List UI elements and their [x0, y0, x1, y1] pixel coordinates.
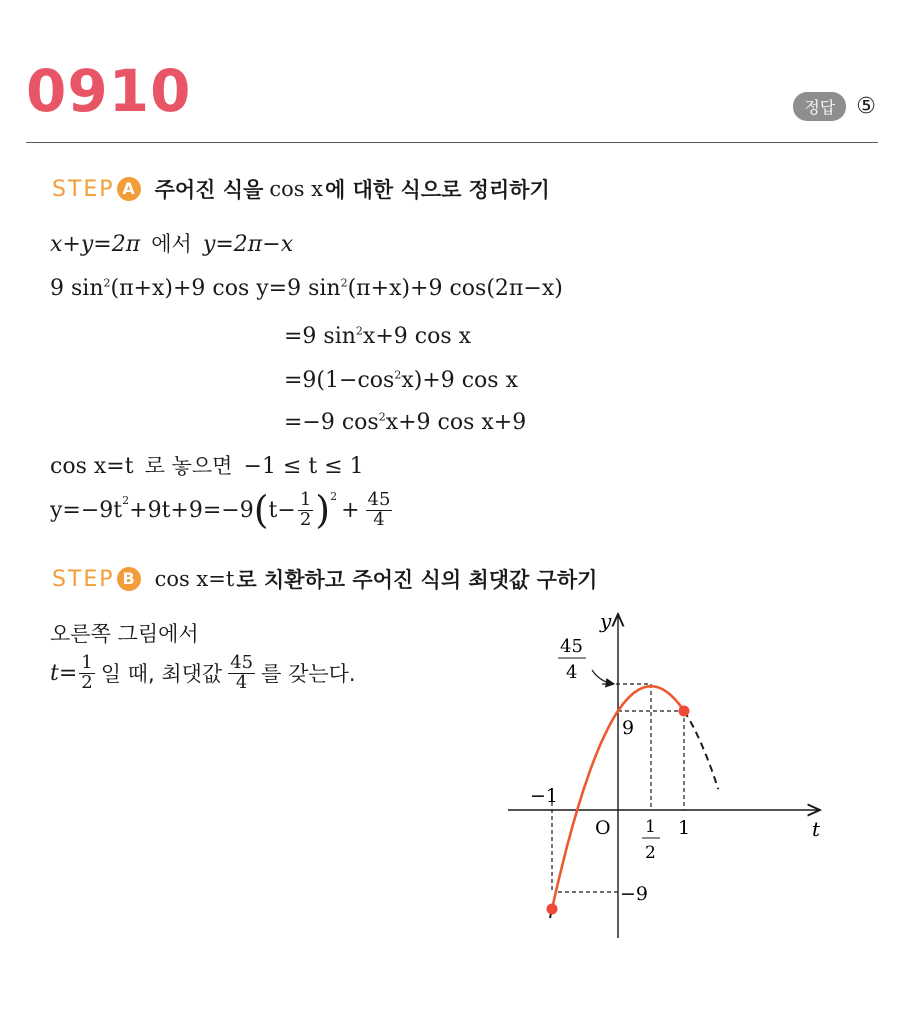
line2-c: (π+x)+9 cos(2π−x): [347, 276, 563, 301]
problem-number: 0910: [26, 57, 192, 125]
parabola-graph: [500, 600, 840, 960]
point-t-1: [679, 706, 690, 717]
header-divider: [26, 142, 878, 143]
line5-b: x+9 cos x+9: [385, 410, 527, 435]
origin-label: O: [595, 817, 611, 839]
step-a-title-math: cos x: [269, 177, 324, 201]
y-min-label: −9: [620, 883, 649, 905]
line7-b: +9t+9=−9: [129, 497, 254, 523]
max-label-num: 45: [560, 636, 583, 657]
line3-b: x+9 cos x: [362, 324, 472, 349]
fraction-half: [298, 488, 313, 530]
step-a-letter-badge: A: [117, 177, 141, 201]
line2-b: (π+x)+9 cos y=9 sin: [110, 276, 341, 301]
line1-korean: 에서: [151, 232, 192, 256]
tick-half-num: 1: [645, 817, 656, 837]
text2-frac45: [228, 654, 255, 693]
step-b-text-2: [50, 654, 356, 693]
line4-sq: 2: [394, 368, 402, 382]
step-b-title-math: cos x=t: [154, 567, 235, 591]
step-b-title-post: 로 치환하고 주어진 식의 최댓값 구하기: [236, 568, 598, 592]
line7-a: y=−9t: [50, 497, 123, 523]
line2-sq1: 2: [103, 276, 111, 290]
text2-half-den: 2: [81, 671, 93, 693]
y-axis-label: y: [600, 609, 612, 633]
text2-frac45-den: 4: [235, 671, 248, 693]
solution-line-1: [50, 228, 293, 258]
line1-left: x+y=2π: [50, 232, 141, 257]
line5-sq: 2: [378, 410, 386, 424]
line2-sq2: 2: [340, 276, 348, 290]
line6-korean: 로 놓으면: [144, 454, 233, 478]
line7-sq2: 2: [330, 490, 338, 503]
solution-line-3: [284, 324, 471, 349]
half-den: 2: [299, 508, 312, 530]
step-b-heading: [52, 564, 597, 594]
max-callout-arrow: [592, 670, 614, 684]
tick-label-neg1: −1: [530, 785, 559, 807]
line7-sq1: 2: [122, 494, 130, 507]
solution-line-2: [50, 276, 563, 301]
answer-area: [793, 92, 876, 121]
solution-line-4: [284, 368, 518, 393]
text2-frac45-num: 45: [230, 652, 254, 673]
line4-b: x)+9 cos x: [401, 368, 518, 393]
text2-korean-2: 를 갖는다.: [261, 662, 356, 687]
line7-c: t−: [268, 497, 296, 523]
tick-label-1: 1: [678, 817, 691, 839]
solution-line-7: [50, 488, 394, 532]
max-label-den: 4: [566, 662, 578, 683]
text2-half: [79, 654, 94, 693]
fraction-45-4: [366, 488, 393, 530]
y-intercept-label: 9: [622, 717, 635, 739]
line2-a: 9 sin: [50, 276, 104, 301]
solution-line-6: [50, 450, 364, 480]
line3-sq: 2: [355, 324, 363, 338]
step-a-label: STEP: [52, 176, 115, 202]
line6-range: −1 ≤ t ≤ 1: [243, 454, 364, 479]
tick-half-den: 2: [645, 843, 656, 863]
t-axis-label: t: [812, 817, 821, 841]
curve-extension-right: [684, 711, 718, 789]
left-paren: (: [253, 488, 269, 532]
line5-a: =−9 cos: [284, 410, 379, 435]
frac45-num: 45: [367, 488, 391, 510]
line6-math: cos x=t: [50, 454, 134, 479]
line4-a: =9(1−cos: [284, 368, 395, 393]
half-num: 1: [299, 488, 312, 510]
answer-choice: ⑤: [856, 94, 876, 119]
step-a-heading: [52, 174, 550, 204]
frac45-den: 4: [373, 508, 385, 530]
step-a-title-pre: 주어진 식을: [154, 178, 264, 202]
step-b-label: STEP: [52, 566, 115, 592]
point-t-neg1: [547, 904, 558, 915]
text2-korean-1: 일 때, 최댓값: [100, 662, 223, 687]
step-a-title-post: 에 대한 식으로 정리하기: [325, 178, 550, 202]
line1-right: y=2π−x: [202, 232, 294, 257]
line3-a: =9 sin: [284, 324, 356, 349]
line7-plus: +: [341, 497, 360, 523]
right-paren: ): [315, 488, 331, 532]
text2-half-num: 1: [81, 652, 93, 673]
step-b-text-1: 오른쪽 그림에서: [50, 622, 199, 646]
answer-badge: 정답: [793, 92, 846, 121]
text2-math: t=: [50, 660, 78, 686]
solution-line-5: [284, 410, 526, 435]
step-b-letter-badge: B: [117, 567, 141, 591]
